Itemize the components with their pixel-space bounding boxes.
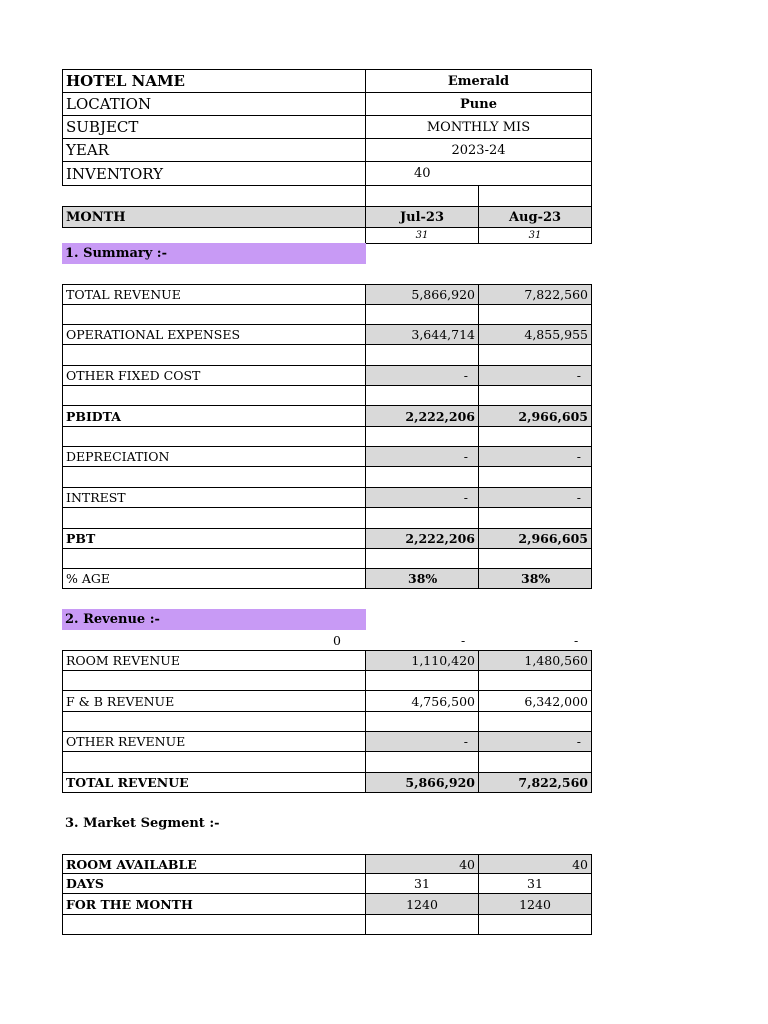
spacer-cell	[62, 344, 366, 366]
spacer-cell	[478, 548, 592, 569]
subject-value: MONTHLY MIS	[365, 115, 592, 139]
inventory-label: INVENTORY	[62, 161, 366, 186]
spacer-cell	[478, 751, 592, 773]
spacer-cell	[62, 466, 366, 488]
market-row-label: FOR THE MONTH	[62, 893, 366, 915]
spacer-cell	[478, 507, 592, 529]
summary-value: -	[365, 487, 479, 508]
check-value: -	[461, 632, 466, 648]
revenue-row-label: F & B REVENUE	[62, 690, 366, 712]
spacer-cell	[62, 670, 366, 691]
month-column-aug: Aug-23	[478, 206, 592, 228]
spacer-cell	[365, 711, 479, 732]
check-value: 0	[333, 632, 341, 648]
spacer-cell	[365, 344, 479, 366]
market-value: 1240	[478, 893, 592, 915]
revenue-value: 5,866,920	[365, 772, 479, 793]
summary-value: -	[478, 446, 592, 467]
month-column-jul: Jul-23	[365, 206, 479, 228]
revenue-value: 1,480,560	[478, 650, 592, 671]
spacer-cell	[365, 304, 479, 325]
market-value: 40	[478, 854, 592, 874]
summary-row-label: OTHER FIXED COST	[62, 365, 366, 386]
summary-row-label: INTREST	[62, 487, 366, 508]
summary-row-label: PBIDTA	[62, 405, 366, 427]
spacer-cell	[478, 426, 592, 447]
summary-value: -	[365, 446, 479, 467]
hotel-name-value: Emerald	[365, 69, 592, 93]
market-row-label: ROOM AVAILABLE	[62, 854, 366, 874]
spacer-cell	[365, 426, 479, 447]
location-label: LOCATION	[62, 92, 366, 116]
spacer-cell	[365, 751, 479, 773]
blank-cell	[478, 185, 592, 207]
hotel-name-label: HOTEL NAME	[62, 69, 366, 93]
summary-value: 4,855,955	[478, 324, 592, 345]
subject-label: SUBJECT	[62, 115, 366, 139]
revenue-row-label: OTHER REVENUE	[62, 731, 366, 752]
summary-row-label: DEPRECIATION	[62, 446, 366, 467]
spacer-cell	[62, 304, 366, 325]
market-value: 31	[365, 873, 479, 894]
revenue-value: 1,110,420	[365, 650, 479, 671]
spacer-cell	[62, 711, 366, 732]
revenue-value: -	[478, 731, 592, 752]
inventory-value: 40	[365, 161, 592, 186]
spacer-cell	[365, 466, 479, 488]
summary-value: 2,222,206	[365, 528, 479, 549]
revenue-value: 4,756,500	[365, 690, 479, 712]
spacer-cell	[62, 507, 366, 529]
spacer-cell	[365, 670, 479, 691]
month-label: MONTH	[62, 206, 366, 228]
summary-value: 2,966,605	[478, 528, 592, 549]
revenue-value: 7,822,560	[478, 772, 592, 793]
spacer-cell	[478, 466, 592, 488]
spacer-cell	[478, 344, 592, 366]
spacer-cell	[365, 385, 479, 406]
market-row-label: DAYS	[62, 873, 366, 894]
days-in-month: 31	[478, 227, 592, 244]
spacer-cell	[365, 507, 479, 529]
check-value: -	[574, 632, 579, 648]
summary-value: 38%	[478, 568, 592, 589]
summary-value: 38%	[365, 568, 479, 589]
summary-row-label: TOTAL REVENUE	[62, 284, 366, 305]
spacer-cell	[62, 426, 366, 447]
market-value: 40	[365, 854, 479, 874]
market-value: 1240	[365, 893, 479, 915]
summary-row-label: PBT	[62, 528, 366, 549]
days-in-month: 31	[365, 227, 479, 244]
spacer-cell	[62, 548, 366, 569]
summary-row-label: % AGE	[62, 568, 366, 589]
summary-value: 2,966,605	[478, 405, 592, 427]
summary-section-title: 1. Summary :-	[62, 243, 366, 264]
spacer-cell	[62, 751, 366, 773]
revenue-section-title: 2. Revenue :-	[62, 609, 366, 630]
year-label: YEAR	[62, 138, 366, 162]
summary-row-label: OPERATIONAL EXPENSES	[62, 324, 366, 345]
spacer-cell	[62, 385, 366, 406]
spacer-cell	[478, 304, 592, 325]
spacer-cell	[478, 670, 592, 691]
spacer-cell	[478, 711, 592, 732]
revenue-row-label: TOTAL REVENUE	[62, 772, 366, 793]
market-segment-section-title: 3. Market Segment :-	[65, 815, 220, 831]
summary-value: -	[478, 487, 592, 508]
blank-cell	[365, 185, 479, 207]
spacer-cell	[62, 914, 366, 935]
revenue-value: -	[365, 731, 479, 752]
revenue-row-label: ROOM REVENUE	[62, 650, 366, 671]
location-value: Pune	[365, 92, 592, 116]
spacer-cell	[478, 914, 592, 935]
spacer-cell	[478, 385, 592, 406]
spacer-cell	[365, 914, 479, 935]
spacer-cell	[365, 548, 479, 569]
summary-value: 2,222,206	[365, 405, 479, 427]
summary-value: 5,866,920	[365, 284, 479, 305]
year-value: 2023-24	[365, 138, 592, 162]
summary-value: 7,822,560	[478, 284, 592, 305]
revenue-value: 6,342,000	[478, 690, 592, 712]
summary-value: -	[478, 365, 592, 386]
summary-value: 3,644,714	[365, 324, 479, 345]
summary-value: -	[365, 365, 479, 386]
market-value: 31	[478, 873, 592, 894]
